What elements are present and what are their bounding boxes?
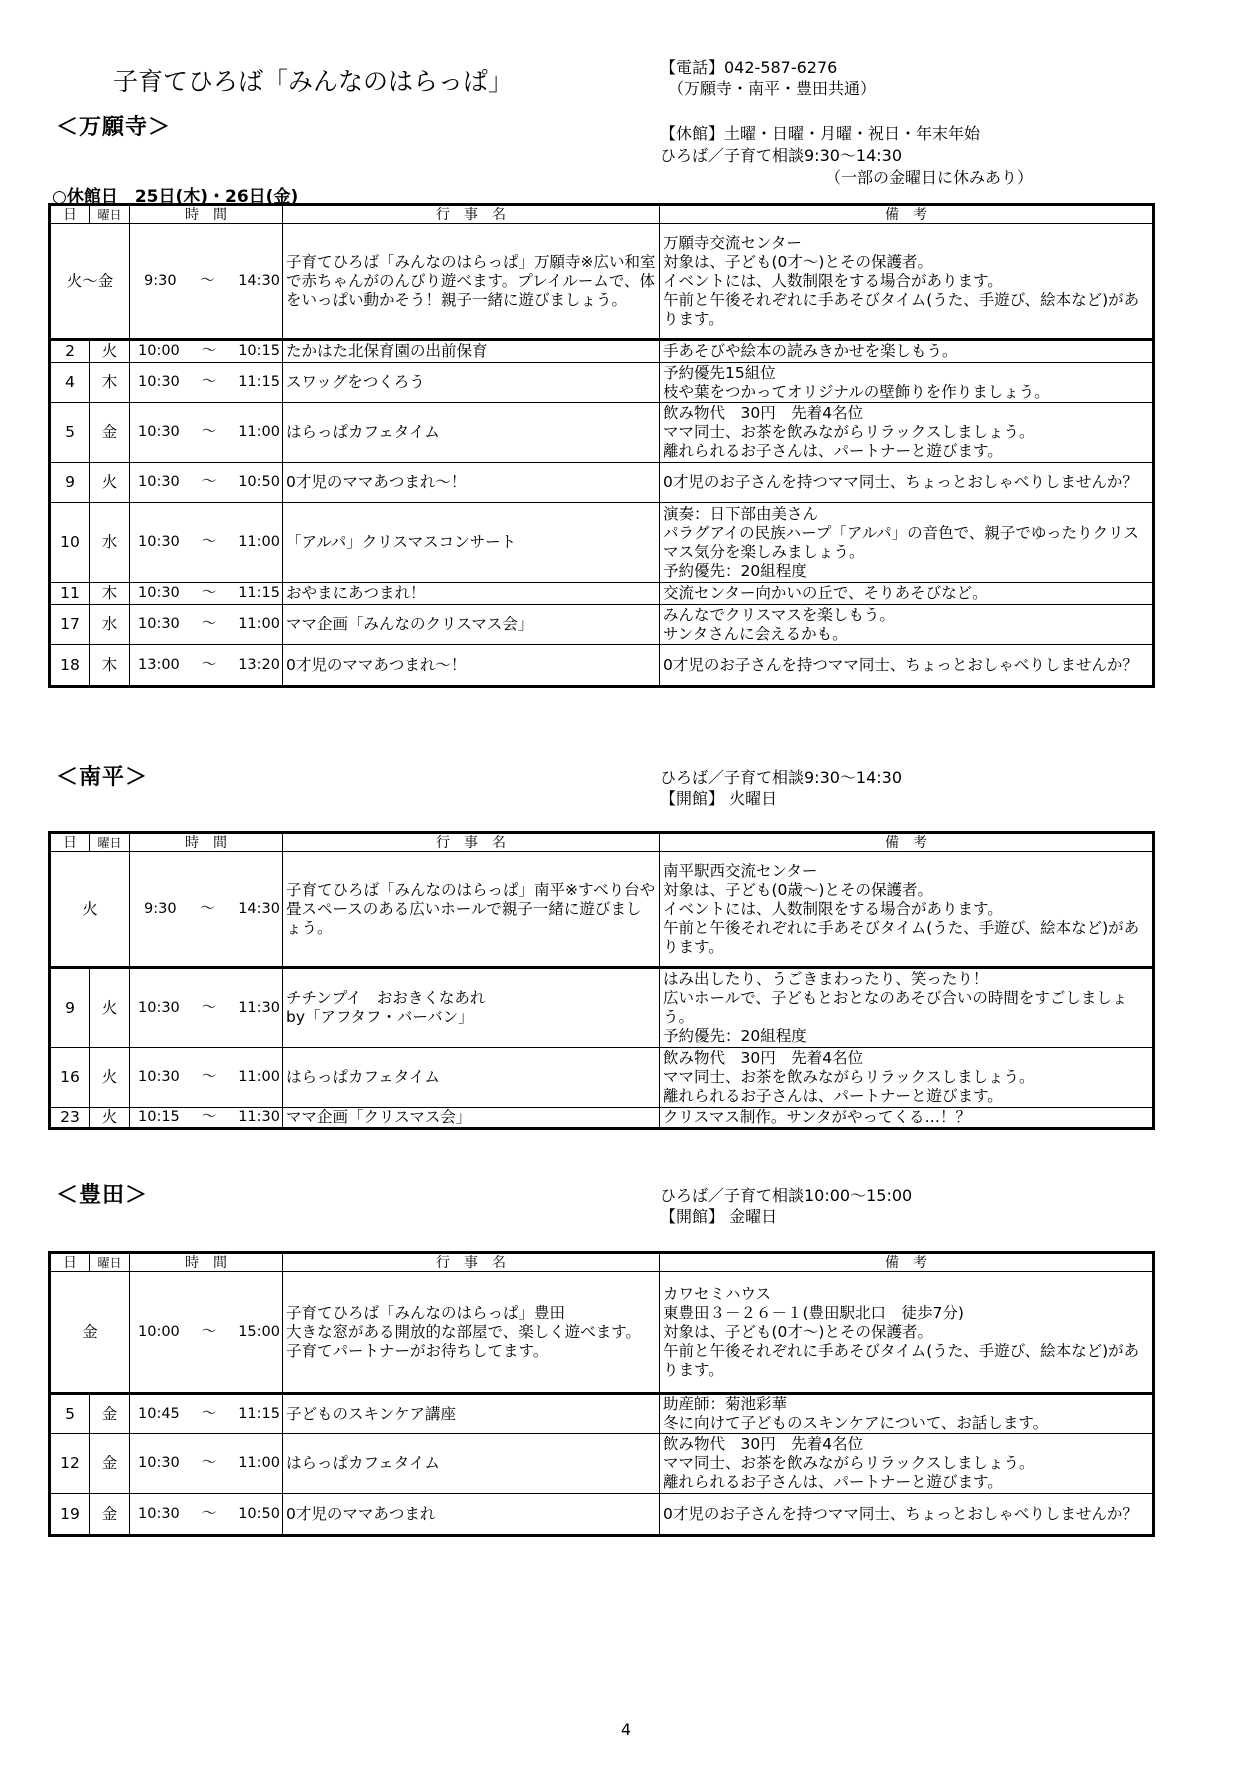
table-row xyxy=(50,968,1154,1048)
event-name-cell: ママ企画「クリスマス会」 xyxy=(283,1108,660,1129)
start-time: 10:30 xyxy=(138,1455,180,1471)
day-cell: 4 xyxy=(50,363,90,403)
note-cell: クリスマス制作。サンタがやってくる…！？ xyxy=(660,1108,1154,1129)
toyoda-schedule-body xyxy=(50,1253,1154,1536)
day-cell: 19 xyxy=(50,1494,90,1536)
event-name-cell: はらっぱカフェタイム xyxy=(283,403,660,463)
start-time: 10:30 xyxy=(138,534,180,550)
start-time: 10:15 xyxy=(138,1109,180,1125)
end-time: 14:30 xyxy=(238,900,280,917)
time-range xyxy=(132,1068,280,1087)
end-time: 11:15 xyxy=(238,585,280,601)
minamidaira-schedule-body xyxy=(50,833,1154,1129)
day-cell: 2 xyxy=(50,340,90,363)
col-weekday: 曜日 xyxy=(90,833,130,852)
start-time: 10:45 xyxy=(138,1405,180,1422)
note-cell: 0才児のお子さんを持つママ同士、ちょっとおしゃべりしませんか？ xyxy=(660,1494,1154,1536)
time-range xyxy=(132,1323,280,1342)
start-time: 10:30 xyxy=(138,999,180,1016)
table-row xyxy=(50,605,1154,645)
note-cell: 飲み物代 30円 先着4名位 ママ同士、お茶を飲みながらリラックスしましょう。 離れられるお子さんは、パートナーと遊びます。 xyxy=(660,1434,1154,1494)
time-range xyxy=(132,533,280,552)
note-cell: 飲み物代 30円 先着4名位 ママ同士、お茶を飲みながらリラックスしましょう。 離れられるお子さんは、パートナーと遊びます。 xyxy=(660,1048,1154,1108)
table-row xyxy=(50,224,1154,340)
end-time: 13:20 xyxy=(238,656,280,673)
event-name-cell: 0才児のママあつまれ～！ xyxy=(283,645,660,687)
event-name-cell: 子どものスキンケア講座 xyxy=(283,1394,660,1434)
minamidaira-hours: ひろば／子育て相談9:30～14:30 xyxy=(660,768,903,787)
weekday-cell: 火 xyxy=(50,852,130,968)
event-name-cell: 子育てひろば「みんなのはらっぱ」万願寺※広い和室で赤ちゃんがのんびり遊べます。プレイルームで、体をいっぱい動かそう！親子一緒に遊びましょう。 xyxy=(283,224,660,340)
end-time: 10:15 xyxy=(238,343,280,359)
table-header-row xyxy=(50,205,1154,224)
minamidaira-schedule-table xyxy=(48,831,1155,1130)
toyoda-schedule-table xyxy=(48,1251,1155,1537)
note-cell: 0才児のお子さんを持つママ同士、ちょっとおしゃべりしませんか？ xyxy=(660,645,1154,687)
time-cell xyxy=(130,852,283,968)
weekday-cell: 木 xyxy=(90,645,130,687)
weekday-cell: 木 xyxy=(90,363,130,403)
time-separator: ～ xyxy=(201,999,217,1016)
end-time: 11:00 xyxy=(238,1069,280,1085)
start-time: 9:30 xyxy=(144,272,177,289)
col-day: 日 xyxy=(50,205,90,224)
time-cell xyxy=(130,1494,283,1536)
weekday-cell: 水 xyxy=(90,503,130,583)
start-time: 10:30 xyxy=(138,424,180,440)
weekday-cell: 火 xyxy=(90,340,130,363)
start-time: 10:00 xyxy=(138,343,180,359)
col-day: 日 xyxy=(50,833,90,852)
col-note: 備 考 xyxy=(660,1253,1154,1272)
day-cell: 9 xyxy=(50,463,90,503)
time-separator: ～ xyxy=(201,424,217,440)
start-time: 13:00 xyxy=(138,656,180,673)
col-event: 行 事 名 xyxy=(283,1253,660,1272)
day-cell: 5 xyxy=(50,1394,90,1434)
time-separator: ～ xyxy=(201,1069,217,1085)
col-weekday: 曜日 xyxy=(90,1253,130,1272)
table-row xyxy=(50,1108,1154,1129)
weekday-cell: 木 xyxy=(90,583,130,605)
event-name-cell: ママ企画「みんなのクリスマス会」 xyxy=(283,605,660,645)
time-cell xyxy=(130,363,283,403)
day-cell: 11 xyxy=(50,583,90,605)
mganji-hours-note: （一部の金曜日に休みあり） xyxy=(825,168,1034,187)
day-cell: 10 xyxy=(50,503,90,583)
note-cell: 助産師：菊池彩華 冬に向けて子どものスキンケアについて、お話します。 xyxy=(660,1394,1154,1434)
time-cell xyxy=(130,403,283,463)
mganji-closure-note: ○休館日 25日(木)・26日(金) xyxy=(52,187,299,207)
section-heading-minamidaira: ＜南平＞ xyxy=(56,765,149,790)
time-separator: ～ xyxy=(201,534,217,550)
day-cell: 18 xyxy=(50,645,90,687)
day-cell: 23 xyxy=(50,1108,90,1129)
table-row xyxy=(50,1494,1154,1536)
weekday-cell: 金 xyxy=(90,1394,130,1434)
time-separator: ～ xyxy=(201,1323,217,1340)
col-weekday: 曜日 xyxy=(90,205,130,224)
event-name-cell: 0才児のママあつまれ xyxy=(283,1494,660,1536)
table-header-row xyxy=(50,833,1154,852)
table-row xyxy=(50,1048,1154,1108)
time-cell xyxy=(130,1434,283,1494)
mganji-schedule-body xyxy=(50,205,1154,687)
start-time: 10:30 xyxy=(138,616,180,632)
note-cell: 演奏：日下部由美さん パラグアイの民族ハープ「アルパ」の音色で、親子でゆったりクリスマス気分を楽しみましょう。 予約優先：20組程度 xyxy=(660,503,1154,583)
table-row xyxy=(50,1434,1154,1494)
event-name-cell: 「アルパ」クリスマスコンサート xyxy=(283,503,660,583)
time-range xyxy=(132,1405,280,1424)
mganji-closed-days: 【休館】土曜・日曜・月曜・祝日・年末年始 xyxy=(660,124,981,143)
day-cell: 12 xyxy=(50,1434,90,1494)
end-time: 11:00 xyxy=(238,424,280,440)
end-time: 11:30 xyxy=(238,999,280,1016)
weekday-cell: 金 xyxy=(90,1494,130,1536)
time-separator: ～ xyxy=(201,1405,217,1422)
weekday-cell: 火 xyxy=(90,1108,130,1129)
weekday-cell: 金 xyxy=(90,403,130,463)
end-time: 10:50 xyxy=(238,1505,280,1522)
table-row xyxy=(50,645,1154,687)
time-range xyxy=(132,272,280,291)
weekday-cell: 金 xyxy=(90,1434,130,1494)
time-separator: ～ xyxy=(201,343,217,359)
event-name-cell: スワッグをつくろう xyxy=(283,363,660,403)
table-row xyxy=(50,503,1154,583)
time-range xyxy=(132,656,280,675)
event-name-cell: はらっぱカフェタイム xyxy=(283,1434,660,1494)
event-name-cell: 子育てひろば「みんなのはらっぱ」南平※すべり台や畳スペースのある広いホールで親子一緒に遊びましょう。 xyxy=(283,852,660,968)
time-cell xyxy=(130,224,283,340)
table-row xyxy=(50,1394,1154,1434)
time-separator: ～ xyxy=(201,585,217,601)
event-name-cell: はらっぱカフェタイム xyxy=(283,1048,660,1108)
note-cell: 飲み物代 30円 先着4名位 ママ同士、お茶を飲みながらリラックスしましょう。 離れられるお子さんは、パートナーと遊びます。 xyxy=(660,403,1154,463)
day-cell: 5 xyxy=(50,403,90,463)
end-time: 11:00 xyxy=(238,616,280,632)
minamidaira-open-days: 【開館】 火曜日 xyxy=(660,789,778,808)
note-cell: 交流センター向かいの丘で、そりあそびなど。 xyxy=(660,583,1154,605)
time-separator: ～ xyxy=(201,374,217,390)
event-name-cell: チチンプイ おおきくなあれ by「アフタフ・バーバン」 xyxy=(283,968,660,1048)
end-time: 15:00 xyxy=(238,1323,280,1340)
start-time: 10:30 xyxy=(138,1069,180,1085)
end-time: 11:30 xyxy=(238,1109,280,1125)
time-cell xyxy=(130,1048,283,1108)
table-row xyxy=(50,363,1154,403)
col-time: 時 間 xyxy=(130,833,283,852)
col-time: 時 間 xyxy=(130,1253,283,1272)
time-cell xyxy=(130,968,283,1048)
end-time: 11:15 xyxy=(238,1405,280,1422)
weekday-cell: 金 xyxy=(50,1272,130,1394)
weekday-cell: 火 xyxy=(90,1048,130,1108)
table-row xyxy=(50,403,1154,463)
event-name-cell: 子育てひろば「みんなのはらっぱ」豊田 大きな窓がある開放的な部屋で、楽しく遊べます。子育てパートナーがお待ちしてます。 xyxy=(283,1272,660,1394)
time-separator: ～ xyxy=(201,656,217,673)
start-time: 10:30 xyxy=(138,585,180,601)
mganji-hours: ひろば／子育て相談9:30～14:30 xyxy=(660,146,903,165)
time-separator: ～ xyxy=(201,1505,217,1522)
end-time: 14:30 xyxy=(238,272,280,289)
time-separator: ～ xyxy=(200,272,215,289)
event-name-cell: おやまにあつまれ！ xyxy=(283,583,660,605)
time-separator: ～ xyxy=(201,616,217,632)
note-cell: 0才児のお子さんを持つママ同士、ちょっとおしゃべりしませんか？ xyxy=(660,463,1154,503)
end-time: 10:50 xyxy=(238,474,280,490)
section-heading-toyoda: ＜豊田＞ xyxy=(56,1183,149,1208)
note-cell: みんなでクリスマスを楽しもう。 サンタさんに会えるかも。 xyxy=(660,605,1154,645)
note-cell: 予約優先15組位 枝や葉をつかってオリジナルの壁飾りを作りましょう。 xyxy=(660,363,1154,403)
time-separator: ～ xyxy=(201,1455,217,1471)
note-cell: 万願寺交流センター 対象は、子ども(0才～)とその保護者。 イベントには、人数制限をする場合があります。 午前と午後それぞれに手あそびタイム(うた、手遊び、絵本など)があります。 xyxy=(660,224,1154,340)
time-range xyxy=(132,373,280,392)
col-event: 行 事 名 xyxy=(283,833,660,852)
start-time: 9:30 xyxy=(144,900,177,917)
page-number: 4 xyxy=(620,1720,632,1739)
time-cell xyxy=(130,583,283,605)
note-cell: 手あそびや絵本の読みきかせを楽しもう。 xyxy=(660,340,1154,363)
table-header-row xyxy=(50,1253,1154,1272)
time-separator: ～ xyxy=(201,474,217,490)
table-row xyxy=(50,340,1154,363)
weekday-cell: 水 xyxy=(90,605,130,645)
time-cell xyxy=(130,340,283,363)
phone-number: 【電話】042-587-6276 xyxy=(660,58,838,77)
table-row xyxy=(50,852,1154,968)
time-separator: ～ xyxy=(200,900,215,917)
col-note: 備 考 xyxy=(660,205,1154,224)
time-range xyxy=(132,342,280,361)
col-time: 時 間 xyxy=(130,205,283,224)
day-cell: 9 xyxy=(50,968,90,1048)
weekday-cell: 火 xyxy=(90,463,130,503)
weekday-cell: 火 xyxy=(90,968,130,1048)
table-row xyxy=(50,583,1154,605)
time-cell xyxy=(130,605,283,645)
table-row xyxy=(50,463,1154,503)
time-cell xyxy=(130,1394,283,1434)
section-heading-mganji: ＜万願寺＞ xyxy=(56,115,172,140)
col-note: 備 考 xyxy=(660,833,1154,852)
weekday-cell: 火～金 xyxy=(50,224,130,340)
end-time: 11:15 xyxy=(238,374,280,390)
time-range xyxy=(132,1454,280,1473)
page-title: 子育てひろば「みんなのはらっぱ」 xyxy=(113,67,514,96)
time-cell xyxy=(130,645,283,687)
toyoda-open-days: 【開館】 金曜日 xyxy=(660,1207,778,1226)
start-time: 10:00 xyxy=(138,1323,180,1340)
time-cell xyxy=(130,503,283,583)
end-time: 11:00 xyxy=(238,1455,280,1471)
toyoda-hours: ひろば／子育て相談10:00～15:00 xyxy=(660,1186,913,1205)
time-cell xyxy=(130,463,283,503)
time-range xyxy=(132,615,280,634)
time-separator: ～ xyxy=(201,1109,217,1125)
time-range xyxy=(132,1505,280,1524)
time-range xyxy=(132,584,280,603)
phone-note: （万願寺・南平・豊田共通） xyxy=(668,79,877,98)
event-name-cell: たかはた北保育園の出前保育 xyxy=(283,340,660,363)
day-cell: 17 xyxy=(50,605,90,645)
col-event: 行 事 名 xyxy=(283,205,660,224)
col-day: 日 xyxy=(50,1253,90,1272)
start-time: 10:30 xyxy=(138,374,180,390)
time-range xyxy=(132,423,280,442)
end-time: 11:00 xyxy=(238,534,280,550)
time-range xyxy=(132,999,280,1018)
day-cell: 16 xyxy=(50,1048,90,1108)
mganji-schedule-table xyxy=(48,203,1155,688)
time-cell xyxy=(130,1272,283,1394)
note-cell: カワセミハウス 東豊田３－２６－１(豊田駅北口 徒歩7分) 対象は、子ども(0才～)とその保護者。 午前と午後それぞれに手あそびタイム(うた、手遊び、絵本など)があります。 xyxy=(660,1272,1154,1394)
table-row xyxy=(50,1272,1154,1394)
time-cell xyxy=(130,1108,283,1129)
note-cell: 南平駅西交流センター 対象は、子ども(0歳～)とその保護者。 イベントには、人数制限をする場合があります。 午前と午後それぞれに手あそびタイム(うた、手遊び、絵本など)があります。 xyxy=(660,852,1154,968)
start-time: 10:30 xyxy=(138,474,180,490)
time-range xyxy=(132,473,280,492)
time-range xyxy=(132,1108,280,1127)
time-range xyxy=(132,900,280,919)
event-name-cell: 0才児のママあつまれ～！ xyxy=(283,463,660,503)
note-cell: はみ出したり、うごきまわったり、笑ったり！ 広いホールで、子どもとおとなのあそび合いの時間をすごしましょう。 予約優先：20組程度 xyxy=(660,968,1154,1048)
start-time: 10:30 xyxy=(138,1505,180,1522)
